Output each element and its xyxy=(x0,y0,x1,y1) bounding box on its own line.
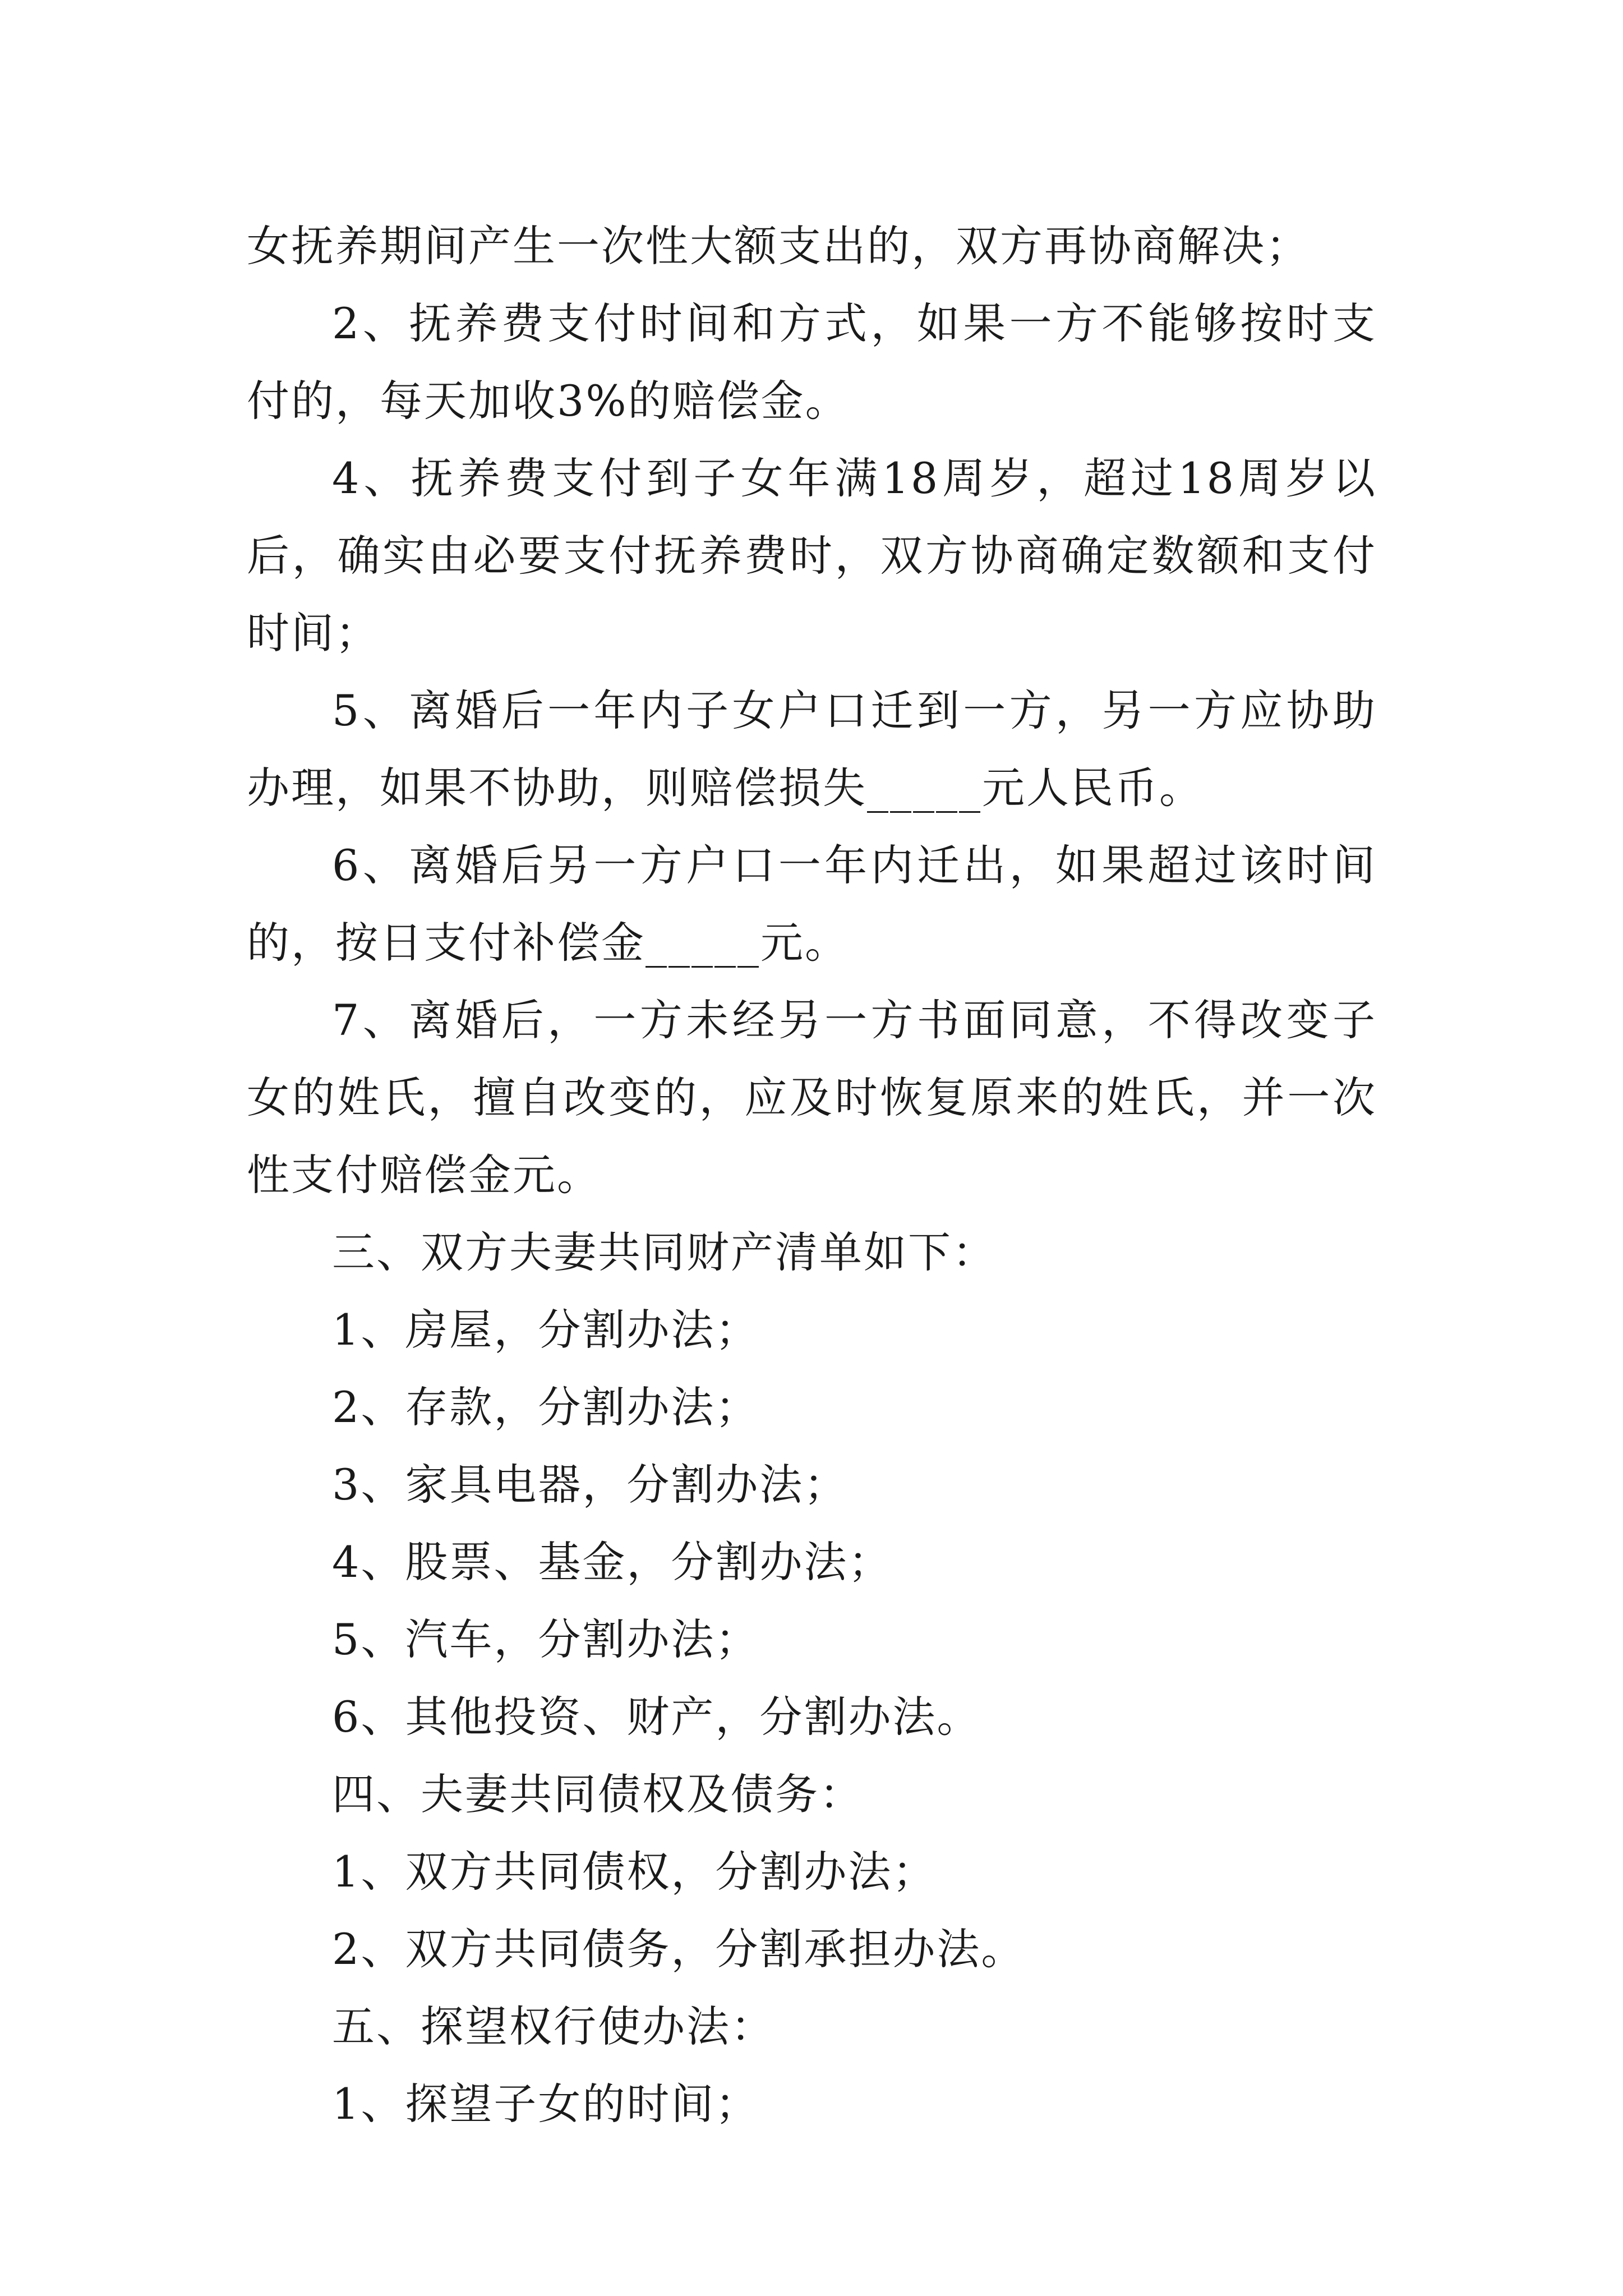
paragraph-clause-6: 6、离婚后另一方户口一年内迁出，如果超过该时间的，按日支付补偿金_____元。 xyxy=(247,840,1377,968)
list-item-claims: 1、双方共同债权，分割办法； xyxy=(332,1847,937,1897)
list-item-other-assets: 6、其他投资、财产，分割办法。 xyxy=(332,1692,981,1742)
section-heading-visitation: 五、探望权行使办法： xyxy=(332,2001,775,2051)
list-item-furniture: 3、家具电器，分割办法； xyxy=(332,1460,849,1510)
list-item-savings: 2、存款，分割办法； xyxy=(332,1382,760,1432)
paragraph-continuation: 女抚养期间产生一次性大额支出的，双方再协商解决； xyxy=(247,221,1310,271)
list-item-car: 5、汽车，分割办法； xyxy=(332,1614,760,1664)
list-item-visit-time: 1、探望子女的时间； xyxy=(332,2079,760,2129)
section-heading-debts: 四、夫妻共同债权及债务： xyxy=(332,1769,864,1819)
paragraph-clause-7: 7、离婚后，一方未经另一方书面同意，不得改变子女的姓氏，擅自改变的，应及时恢复原来的姓氏，并一次性支付赔偿金元。 xyxy=(247,995,1377,1200)
list-item-debts: 2、双方共同债务，分割承担办法。 xyxy=(332,1924,1026,1974)
section-heading-property: 三、双方夫妻共同财产清单如下： xyxy=(332,1227,997,1277)
list-item-stocks: 4、股票、基金，分割办法； xyxy=(332,1537,893,1587)
paragraph-clause-4: 4、抚养费支付到子女年满18周岁，超过18周岁以后，确实由必要支付抚养费时，双方协商确定数额和支付时间； xyxy=(247,453,1377,658)
document-body xyxy=(247,208,1377,2143)
paragraph-clause-2: 2、抚养费支付时间和方式，如果一方不能够按时支付的，每天加收3%的赔偿金。 xyxy=(247,298,1377,426)
paragraph-clause-5: 5、离婚后一年内子女户口迁到一方，另一方应协助办理，如果不协助，则赔偿损失_____元人民币。 xyxy=(247,685,1377,813)
list-item-house: 1、房屋，分割办法； xyxy=(332,1305,760,1355)
